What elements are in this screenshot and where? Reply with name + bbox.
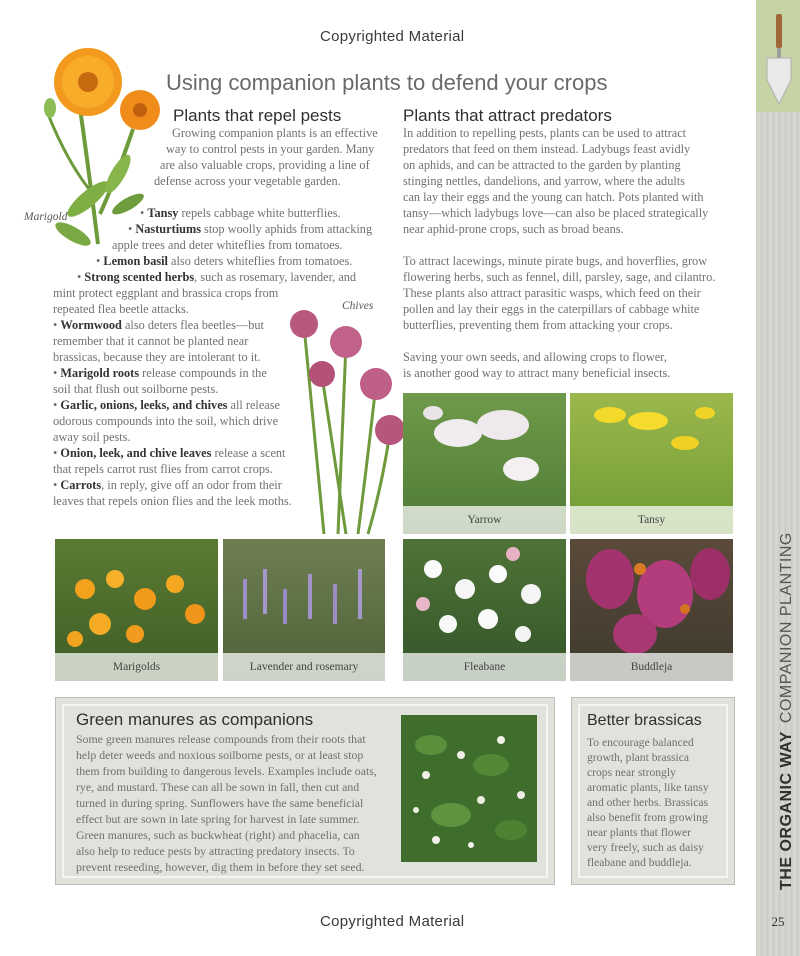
list-item: • Wormwood also deters flea beetles—but	[53, 318, 264, 332]
list-item: • Carrots, in reply, give off an odor from their	[53, 478, 282, 492]
text-line: can lay their eggs and the young can hatch. Pots planted with	[403, 190, 704, 204]
chives-caption: Chives	[342, 300, 374, 312]
side-tab-bold: THE ORGANIC WAY	[778, 731, 795, 890]
side-tab-text	[756, 532, 800, 890]
marigold-caption: Marigold	[24, 211, 68, 223]
list-item: • Nasturtiums stop woolly aphids from attacking	[128, 222, 373, 236]
watermark-top: Copyrighted Material	[320, 28, 465, 45]
fleabane-caption: Fleabane	[403, 653, 566, 681]
list-item: • Onion, leek, and chive leaves release a scent	[53, 446, 286, 460]
text-line: is another good way to attract many beneficial insects.	[403, 366, 671, 380]
page-number: 25	[771, 914, 785, 929]
tansy-caption: Tansy	[570, 506, 733, 534]
list-item: mint protect eggplant and brassica crops from	[53, 286, 279, 300]
text-line: on aphids, and can be attracted to the garden by planting	[403, 158, 681, 172]
text-line: rye, and mustard. These can all be sown in fall, then cut and	[76, 780, 360, 794]
text-line: Green manures, such as buckwheat (right) and phacelia, can	[76, 828, 360, 842]
list-item: • Strong scented herbs, such as rosemary, lavender, and	[77, 270, 357, 284]
watermark-bottom: Copyrighted Material	[320, 913, 465, 930]
text-line: fleabane and buddleja.	[587, 856, 692, 869]
list-item: • Lemon basil also deters whiteflies from tomatoes.	[96, 254, 353, 268]
tansy-photo	[570, 393, 733, 534]
text-line: near plants that flower	[587, 826, 691, 839]
text-line: very freely, such as daisy	[587, 841, 704, 854]
list-item: apple trees and deter whiteflies from tomatoes.	[112, 238, 343, 252]
list-item: brassicas, because they are intolerant to it.	[53, 350, 261, 364]
side-tab-light: COMPANION PLANTING	[778, 532, 795, 724]
text-line: tansy—which ladybugs love—can also be placed strategically	[403, 206, 709, 220]
text-line: stinging nettles, dandelions, and yarrow, where the adults	[403, 174, 685, 188]
buddleja-photo	[570, 539, 733, 681]
list-item: that repels carrot rust flies from carrot crops.	[53, 462, 273, 476]
chives-illustration	[284, 306, 414, 536]
list-item: repeated flea beetle attacks.	[53, 302, 189, 316]
text-line: flowering herbs, such as fennel, dill, parsley, sage, and cilantro.	[403, 270, 716, 284]
list-item: soil that flush out soilborne pests.	[53, 382, 219, 396]
text-line: pollen and lay their eggs in the caterpillars of cabbage white	[403, 302, 700, 316]
buddleja-caption: Buddleja	[570, 653, 733, 681]
text-line: In addition to repelling pests, plants can be used to attract	[403, 126, 687, 140]
green-manures-heading: Green manures as companions	[76, 710, 314, 729]
lavender-caption: Lavender and rosemary	[223, 653, 385, 681]
text-line: To attract lacewings, minute pirate bugs, and hoverflies, grow	[403, 254, 708, 268]
marigolds-caption: Marigolds	[55, 653, 218, 681]
fleabane-photo	[403, 539, 566, 681]
list-item: leaves that repels onion flies and the leek moths.	[53, 494, 292, 508]
text-line: Saving your own seeds, and allowing crops to flower,	[403, 350, 667, 364]
text-line: aromatic plants, like tansy	[587, 781, 709, 794]
text-line: Growing companion plants is an effective	[172, 126, 378, 140]
marigolds-photo	[55, 539, 218, 681]
text-line: effect but are sown in late spring for harvest in late summer.	[76, 812, 360, 826]
list-item: odorous compounds into the soil, which drive	[53, 414, 279, 428]
text-line: growth, plant brassica	[587, 751, 690, 764]
text-line: are also valuable crops, providing a line of	[160, 158, 370, 172]
text-line: prevent reseeding, however, dig them in before they set seed.	[76, 860, 365, 874]
lavender-photo	[223, 539, 385, 681]
buckwheat-photo	[401, 715, 537, 862]
trowel-icon	[762, 14, 796, 104]
yarrow-caption: Yarrow	[403, 506, 566, 534]
text-line: and other herbs. Brassicas	[587, 796, 709, 809]
text-line: butterflies, preventing them from attacking your crops.	[403, 318, 673, 332]
text-line: near aphid-prone crops, such as broad beans.	[403, 222, 624, 236]
text-line: To encourage balanced	[587, 736, 694, 749]
list-item: remember that it cannot be planted near	[53, 334, 249, 348]
brassicas-box	[571, 697, 735, 885]
text-line: also benefit from growing	[587, 811, 708, 824]
repel-heading: Plants that repel pests	[173, 106, 342, 125]
text-line: Some green manures release compounds from their roots that	[76, 732, 366, 746]
text-line: turned in during spring. Sunflowers have the same beneficial	[76, 796, 364, 810]
text-line: also help to reduce pests by attracting predatory insects. To	[76, 844, 355, 858]
text-line: way to control pests in your garden. Many	[166, 142, 375, 156]
text-line: them from building to dangerous levels. Examples include oats,	[76, 764, 377, 778]
text-line: help deter weeds and noxious soilborne pests, or at least stop	[76, 748, 364, 762]
list-item: away soil pests.	[53, 430, 131, 444]
green-manures-box	[55, 697, 555, 885]
page-title: Using companion plants to defend your crops	[166, 70, 608, 95]
list-item: • Marigold roots release compounds in the	[53, 366, 267, 380]
attract-heading: Plants that attract predators	[403, 106, 612, 125]
text-line: crops near strongly	[587, 766, 676, 779]
brassicas-heading: Better brassicas	[587, 712, 702, 729]
text-line: defense across your vegetable garden.	[154, 174, 341, 188]
text-line: predators that feed on them instead. Ladybugs feast avidly	[403, 142, 691, 156]
list-item: • Garlic, onions, leeks, and chives all release	[53, 398, 281, 412]
list-item: • Tansy repels cabbage white butterflies.	[140, 206, 341, 220]
yarrow-photo	[403, 393, 566, 534]
text-line: These plants also attract parasitic wasps, which feed on their	[403, 286, 701, 300]
